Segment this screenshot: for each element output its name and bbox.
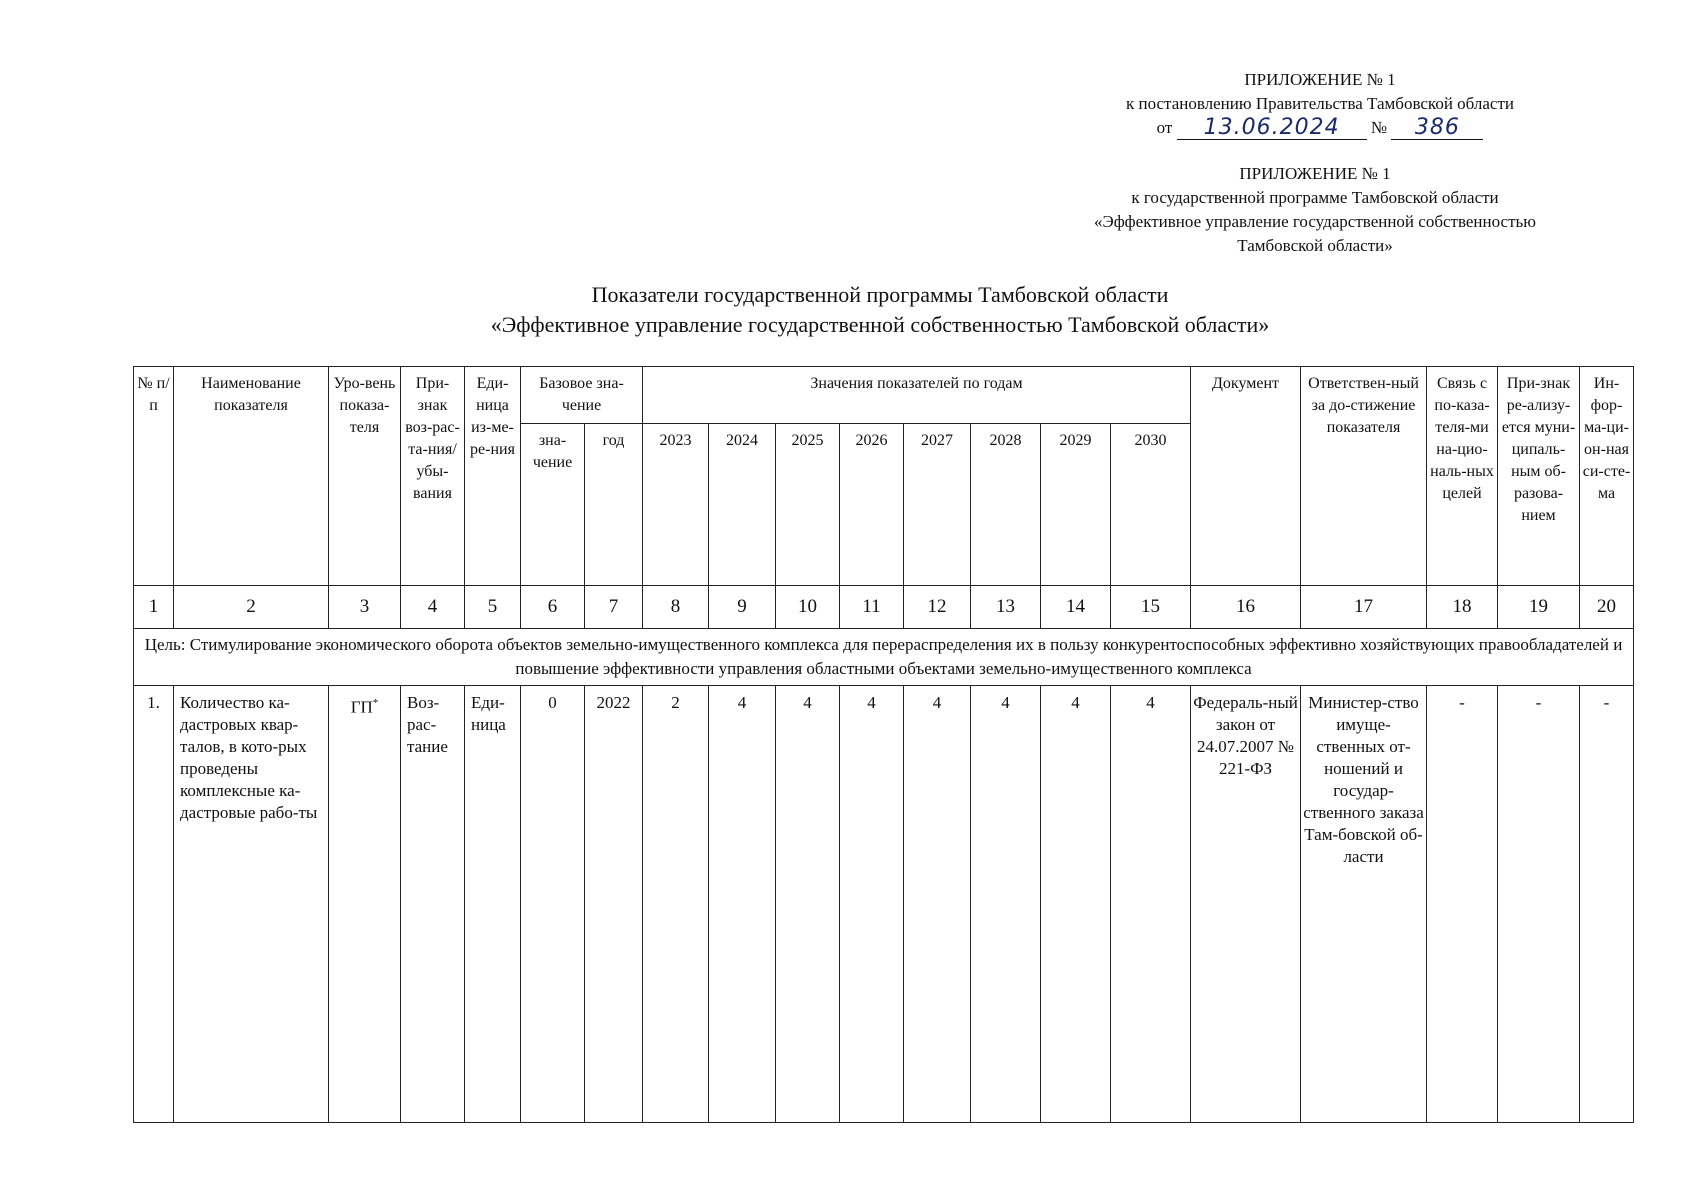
row-year-value: 4 xyxy=(840,686,904,1123)
column-number: 8 xyxy=(643,586,709,629)
row-year-value: 4 xyxy=(776,686,840,1123)
number-label: № xyxy=(1370,118,1388,137)
column-number: 17 xyxy=(1301,586,1427,629)
row-year-value: 4 xyxy=(904,686,971,1123)
row-year-value: 4 xyxy=(1041,686,1111,1123)
header-row-1 xyxy=(134,367,1634,424)
column-number: 7 xyxy=(585,586,643,629)
row-name: Количество ка-дастровых квар-талов, в кото-рых проведены комплексные ка-дастровые рабо-ты xyxy=(174,686,329,1123)
column-number: 14 xyxy=(1041,586,1111,629)
handwritten-date: 13.06.2024 xyxy=(1177,117,1367,140)
handwritten-number: 386 xyxy=(1391,117,1483,140)
row-level xyxy=(329,686,401,1123)
program-appendix-line2: «Эффективное управление государственной собственностью xyxy=(1094,212,1536,231)
row-base-value: 0 xyxy=(521,686,585,1123)
header-link: Связь с по-каза-теля-ми на-цио-наль-ных целей xyxy=(1427,367,1498,586)
row-year-value: 2 xyxy=(643,686,709,1123)
row-sign: Воз-рас-тание xyxy=(401,686,465,1123)
column-number: 12 xyxy=(904,586,971,629)
row-link: - xyxy=(1427,686,1498,1123)
header-year: 2024 xyxy=(709,424,776,586)
column-number: 4 xyxy=(401,586,465,629)
document-title xyxy=(130,280,1630,340)
column-number: 10 xyxy=(776,586,840,629)
from-label: от xyxy=(1156,118,1173,137)
row-num: 1. xyxy=(134,686,174,1123)
header-year: 2023 xyxy=(643,424,709,586)
header-num: № п/п xyxy=(134,367,174,586)
column-number: 2 xyxy=(174,586,329,629)
indicators-table xyxy=(133,366,1634,1123)
column-number: 6 xyxy=(521,586,585,629)
row-year-value: 4 xyxy=(1111,686,1191,1123)
appendix-resolution-line: к постановлению Правительства Тамбовской области xyxy=(1125,94,1515,113)
header-year: 2026 xyxy=(840,424,904,586)
header-year: 2028 xyxy=(971,424,1041,586)
row-level-text: ГП xyxy=(350,697,373,717)
table-row xyxy=(134,686,1634,1123)
column-number: 1 xyxy=(134,586,174,629)
row-base-year: 2022 xyxy=(585,686,643,1123)
row-municipal: - xyxy=(1498,686,1580,1123)
column-number: 20 xyxy=(1580,586,1634,629)
appendix-title: ПРИЛОЖЕНИЕ № 1 xyxy=(1244,70,1396,89)
goal-text: Цель: Стимулирование экономического оборота объектов земельно-имущественного комплекса для перераспределения их в пользу конкурентоспособных эффективно хозяйствующих правообладателей и повышение эффективности управления областными объектами земельно-имущественного комплекса xyxy=(134,629,1634,686)
header-sign: При-знак воз-рас-та-ния/ убы-вания xyxy=(401,367,465,586)
row-year-value: 4 xyxy=(709,686,776,1123)
row-level-footnote-mark: * xyxy=(372,697,379,709)
header-year: 2029 xyxy=(1041,424,1111,586)
header-year: 2030 xyxy=(1111,424,1191,586)
row-unit: Еди-ница xyxy=(465,686,521,1123)
header-year: 2027 xyxy=(904,424,971,586)
row-year-value: 4 xyxy=(971,686,1041,1123)
column-number: 13 xyxy=(971,586,1041,629)
column-number: 5 xyxy=(465,586,521,629)
column-number: 18 xyxy=(1427,586,1498,629)
header-document: Документ xyxy=(1191,367,1301,586)
header-base: Базовое зна-чение xyxy=(521,367,643,424)
column-number: 11 xyxy=(840,586,904,629)
header-year: 2025 xyxy=(776,424,840,586)
appendix-to-resolution xyxy=(1040,68,1600,140)
header-responsible: Ответствен-ный за до-стижение показателя xyxy=(1301,367,1427,586)
appendix-date-line xyxy=(1040,116,1600,140)
header-years-group: Значения показателей по годам xyxy=(643,367,1191,424)
header-unit: Еди-ница из-ме-ре-ния xyxy=(465,367,521,586)
row-info: - xyxy=(1580,686,1634,1123)
column-number: 19 xyxy=(1498,586,1580,629)
document-title-line1: Показатели государственной программы Тамбовской области xyxy=(591,282,1169,307)
header-info: Ин-фор-ма-ци-он-ная си-сте-ма xyxy=(1580,367,1634,586)
header-base-year: год xyxy=(585,424,643,586)
header-name: Наименование показателя xyxy=(174,367,329,586)
header-base-value: зна-чение xyxy=(521,424,585,586)
program-appendix-title: ПРИЛОЖЕНИЕ № 1 xyxy=(1239,164,1391,183)
column-number: 15 xyxy=(1111,586,1191,629)
row-document: Федераль-ный закон от 24.07.2007 № 221-ФЗ xyxy=(1191,686,1301,1123)
column-number: 16 xyxy=(1191,586,1301,629)
program-appendix-line1: к государственной программе Тамбовской области xyxy=(1131,188,1499,207)
program-appendix-line3: Тамбовской области» xyxy=(1237,236,1393,255)
row-responsible: Министер-ство имуще-ственных от-ношений и государ-ственного заказа Там-бовской об-ласти xyxy=(1301,686,1427,1123)
header-level: Уро-вень показа-теля xyxy=(329,367,401,586)
column-number: 3 xyxy=(329,586,401,629)
header-municipal: При-знак ре-ализу-ется муни-ципаль-ным об-разова-нием xyxy=(1498,367,1580,586)
appendix-to-program xyxy=(1010,162,1620,258)
goal-row xyxy=(134,629,1634,686)
column-number: 9 xyxy=(709,586,776,629)
column-numbers-row xyxy=(134,586,1634,629)
document-title-line2: «Эффективное управление государственной собственностью Тамбовской области» xyxy=(490,312,1270,337)
